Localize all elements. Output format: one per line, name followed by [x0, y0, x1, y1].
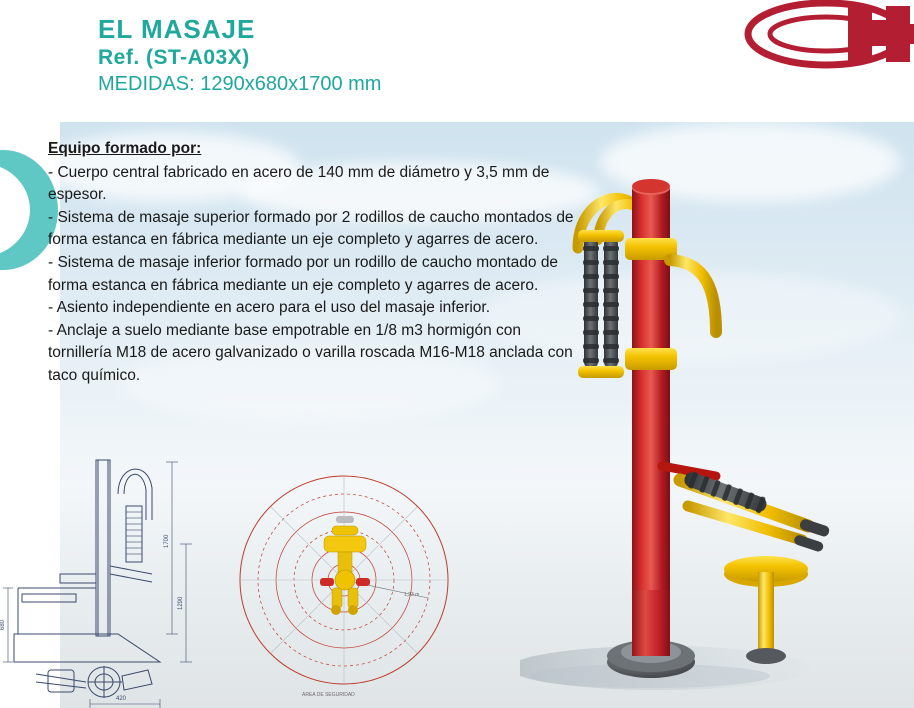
description-line: - Sistema de masaje inferior formado por un rodillo de caucho montado de forma estanca en fábrica mediante un eje completo y agarres de acero. — [48, 253, 559, 294]
safety-area-diagram — [232, 470, 462, 708]
radius-label: 1,23 m — [404, 592, 420, 598]
dimension-label: 1700 — [164, 534, 170, 548]
description-line: - Sistema de masaje superior formado por 2 rodillos de caucho montados de forma estanca en fábrica mediante un eje completo y agarres de acero. — [48, 208, 574, 249]
description-heading: Equipo formado por: — [48, 140, 202, 157]
technical-elevation-drawing — [0, 448, 225, 708]
massage-equipment-render — [520, 120, 914, 708]
description-line: - Anclaje a suelo mediante base empotrable en 1/8 m3 hormigón con tornillería M18 de acero galvanizado o varilla roscada M16-M18 anclada con taco químico. — [48, 321, 573, 384]
product-measures: MEDIDAS: 1290x680x1700 mm — [98, 73, 382, 95]
description-block — [48, 138, 578, 388]
title-block — [98, 14, 381, 98]
dimension-label: 420 — [116, 696, 127, 702]
dimension-label: 680 — [0, 619, 6, 630]
safety-area-label: AREA DE SEGURIDAD — [302, 692, 355, 698]
document-header — [0, 0, 914, 122]
og-logo-icon — [744, 0, 914, 82]
product-reference: Ref. (ST-A03X) — [98, 46, 250, 69]
description-line: - Cuerpo central fabricado en acero de 140 mm de diámetro y 3,5 mm de espesor. — [48, 163, 550, 204]
dimension-label: 1290 — [178, 596, 184, 610]
description-line: - Asiento independiente en acero para el uso del masaje inferior. — [48, 299, 491, 317]
page-title: EL MASAJE — [98, 14, 256, 44]
